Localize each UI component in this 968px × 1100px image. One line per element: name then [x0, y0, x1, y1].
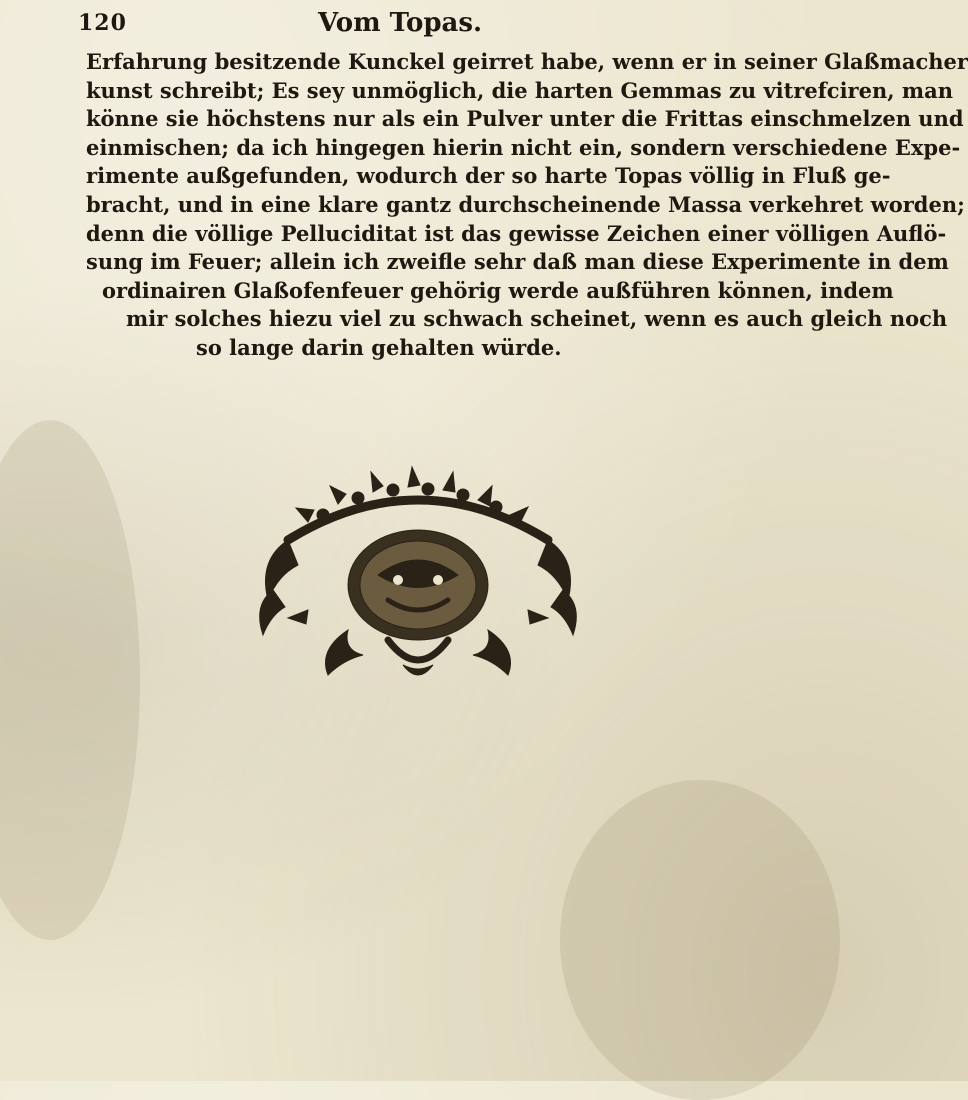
text-line: so lange darin gehalten würde.	[196, 334, 562, 360]
text-line: einmischen; da ich hingegen hierin nicht ein, sondern verschiedene Expe-	[86, 134, 961, 160]
text-line: denn die völlige Pelluciditat ist das gewisse Zeichen einer völligen Auflö-	[86, 220, 947, 246]
page-number: 120	[78, 10, 127, 36]
paper-stain	[560, 780, 840, 1100]
running-head: Vom Topas.	[317, 8, 483, 38]
text-line: mir solches hiezu viel zu schwach scheinet, wenn es auch gleich noch	[126, 306, 948, 332]
text-line: kunst schreibt; Es sey unmöglich, die harten Gemmas zu vitrefciren, man	[86, 77, 953, 103]
text-line: könne sie höchstens nur als ein Pulver unter die Frittas einschmelzen und	[86, 106, 964, 132]
text-line: rimente außgefunden, wodurch der so harte Topas völlig in Fluß ge-	[86, 163, 891, 189]
text-line: ordinairen Glaßofenfeuer gehörig werde außführen können, indem	[102, 277, 894, 303]
ornamental-vignette	[248, 470, 588, 690]
body-paragraph	[86, 48, 968, 363]
text-line: sung im Feuer; allein ich zweifle sehr daß man diese Experimente in dem	[86, 249, 949, 275]
paper-stain	[0, 420, 140, 940]
text-line: bracht, und in eine klare gantz durchscheinende Massa verkehret worden;	[86, 191, 965, 217]
text-line: Erfahrung besitzende Kunckel geirret habe, wenn er in seiner Glaßmacher	[86, 49, 968, 74]
